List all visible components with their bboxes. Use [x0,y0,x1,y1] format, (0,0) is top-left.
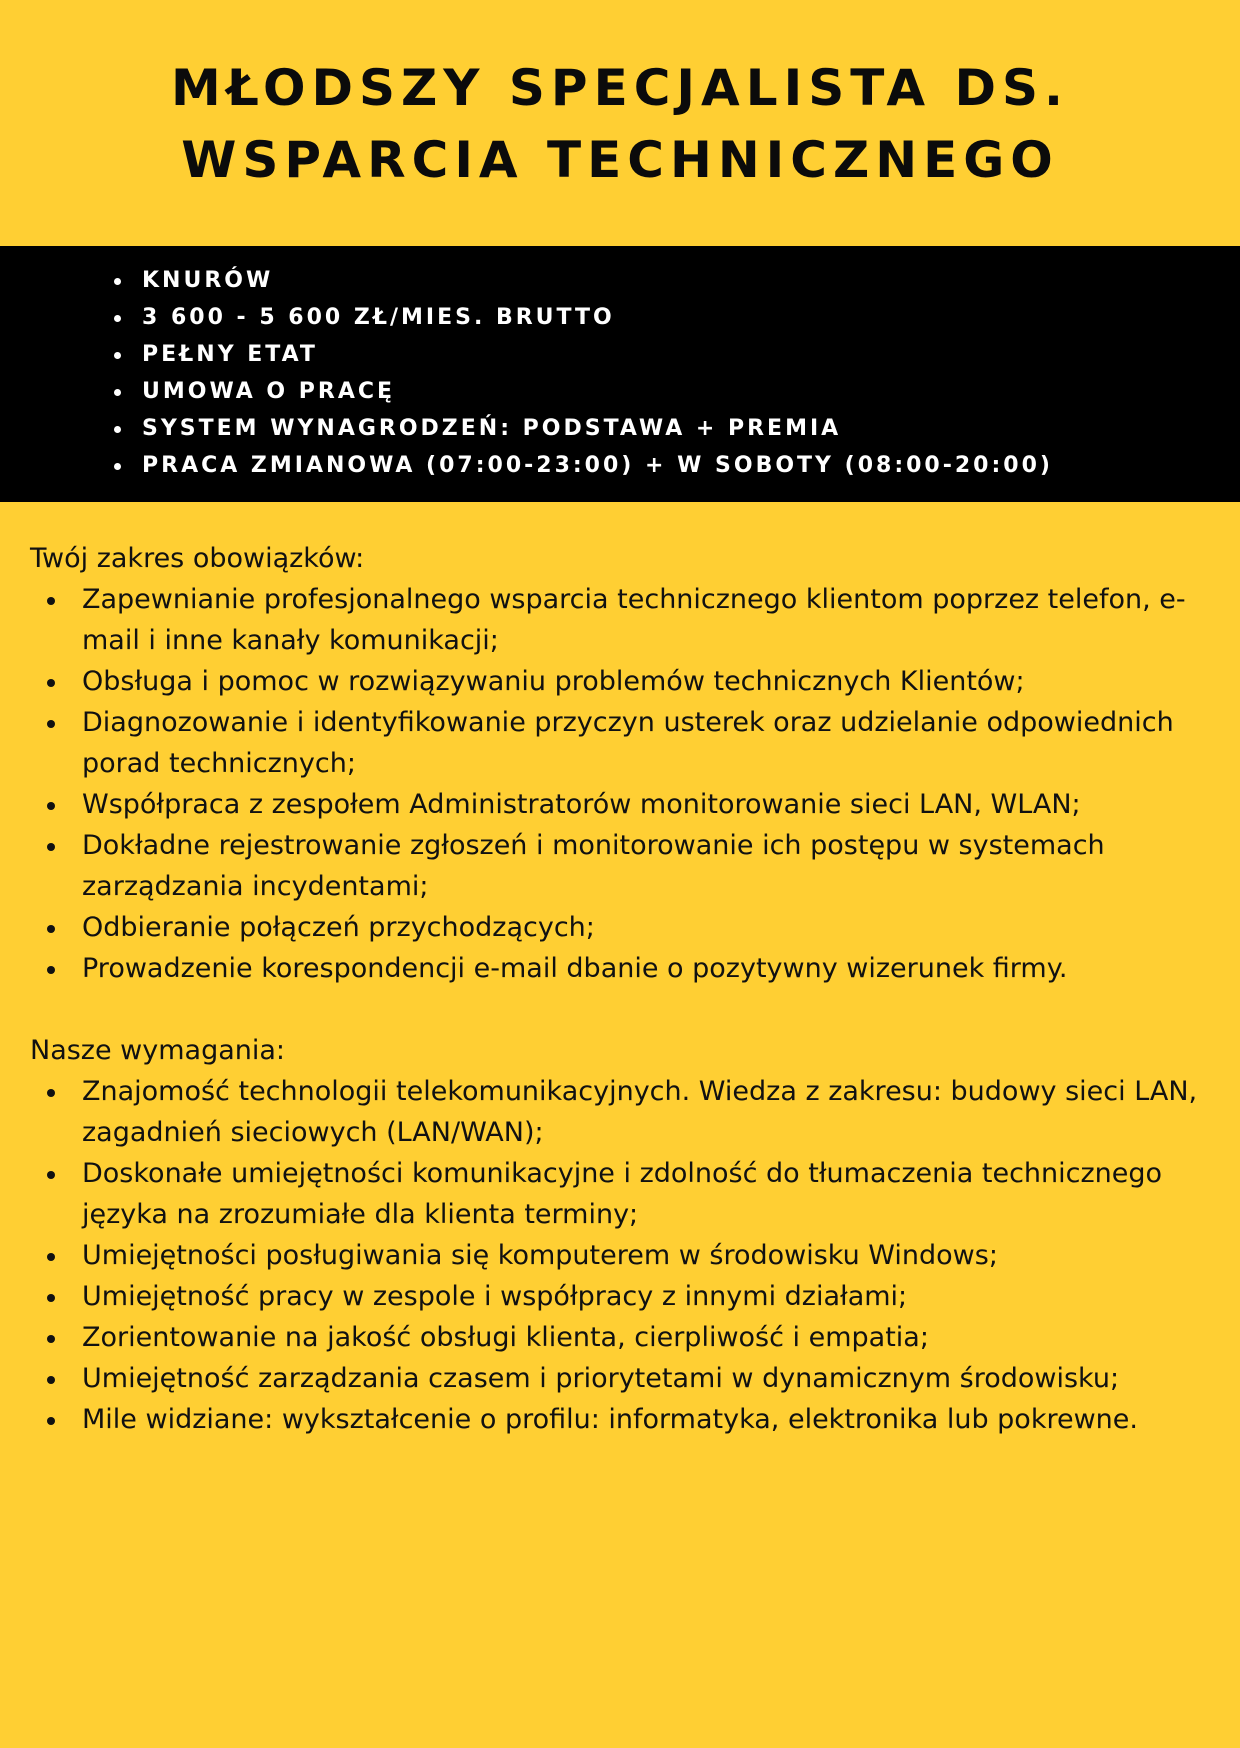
info-salary: 3 600 - 5 600 ZŁ/MIES. BRUTTO [112,299,1240,336]
requirement-item: Doskonałe umiejętności komunikacyjne i zdolność do tłumaczenia technicznego języka na zrozumiałe dla klienta terminy; [30,1153,1220,1235]
job-info-list [0,262,1240,484]
requirements-heading: Nasze wymagania: [30,1035,286,1066]
requirement-item: Znajomość technologii telekomunikacyjnych. Wiedza z zakresu: budowy sieci LAN, zagadnień sieciowych (LAN/WAN); [30,1071,1220,1153]
job-title-line-2: WSPARCIA TECHNICZNEGO [181,131,1059,189]
requirements-list [30,1071,1220,1440]
requirement-item: Mile widziane: wykształcenie o profilu: informatyka, elektronika lub pokrewne. [30,1399,1220,1440]
info-contract-type: UMOWA O PRACĘ [112,373,1240,410]
duties-list [30,579,1220,989]
requirement-item: Zorientowanie na jakość obsługi klienta, cierpliwość i empatia; [30,1317,1220,1358]
duty-item: Odbieranie połączeń przychodzących; [30,907,1220,948]
info-employment-type: PEŁNY ETAT [112,336,1240,373]
duty-item: Zapewnianie profesjonalnego wsparcia technicznego klientom poprzez telefon, e-mail i inne kanały komunikacji; [30,579,1220,661]
job-info-band [0,246,1240,502]
job-title [0,52,1240,196]
job-title-line-1: MŁODSZY SPECJALISTA DS. [170,59,1070,117]
requirement-item: Umiejętność pracy w zespole i współpracy z innymi działami; [30,1276,1220,1317]
info-location: KNURÓW [112,262,1240,299]
requirement-item: Umiejętność zarządzania czasem i priorytetami w dynamicznym środowisku; [30,1358,1220,1399]
duty-item: Współpraca z zespołem Administratorów monitorowanie sieci LAN, WLAN; [30,784,1220,825]
section-spacer [30,989,1220,1030]
requirement-item: Umiejętności posługiwania się komputerem w środowisku Windows; [30,1235,1220,1276]
duties-heading: Twój zakres obowiązków: [30,543,365,574]
info-pay-system: SYSTEM WYNAGRODZEŃ: PODSTAWA + PREMIA [112,410,1240,447]
job-description [30,538,1220,1440]
duty-item: Prowadzenie korespondencji e-mail dbanie o pozytywny wizerunek firmy. [30,948,1220,989]
info-work-schedule: PRACA ZMIANOWA (07:00-23:00) + W SOBOTY (08:00-20:00) [112,447,1240,484]
duty-item: Dokładne rejestrowanie zgłoszeń i monitorowanie ich postępu w systemach zarządzania incydentami; [30,825,1220,907]
duty-item: Diagnozowanie i identyfikowanie przyczyn usterek oraz udzielanie odpowiednich porad technicznych; [30,702,1220,784]
duty-item: Obsługa i pomoc w rozwiązywaniu problemów technicznych Klientów; [30,661,1220,702]
